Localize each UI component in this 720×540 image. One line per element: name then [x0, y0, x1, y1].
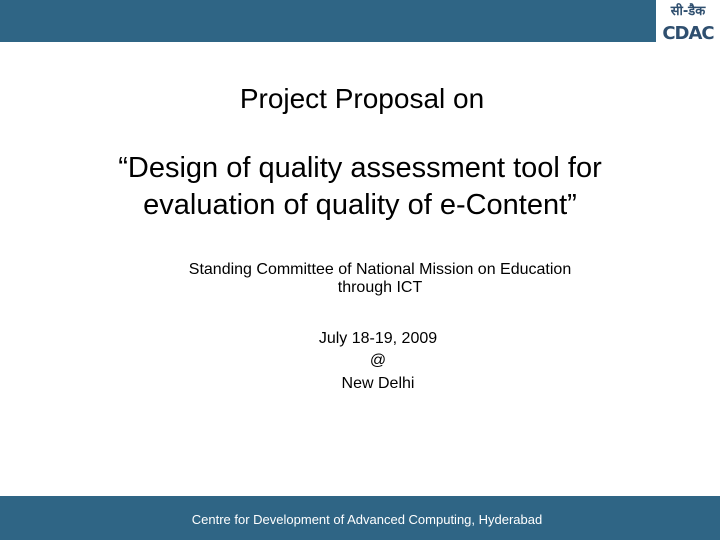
logo-hindi-text: सी-डैक [670, 4, 706, 19]
slide-title [30, 150, 690, 224]
footer-text: Centre for Development of Advanced Computing, Hyderabad [191, 512, 543, 527]
at-symbol: @ [369, 352, 387, 369]
slide-heading [0, 82, 720, 116]
cdac-logo [656, 0, 720, 50]
committee-line-1: Standing Committee of National Mission on Education [188, 261, 572, 278]
title-line-1: “Design of quality assessment tool for [118, 152, 602, 184]
committee-line-2: through ICT [337, 279, 423, 296]
heading-text: Project Proposal on [239, 83, 485, 114]
event-date: July 18-19, 2009 [318, 330, 438, 347]
committee-text [130, 261, 630, 297]
top-banner [0, 0, 720, 42]
logo-text: CDAC [662, 23, 714, 44]
event-place: New Delhi [341, 375, 415, 392]
title-line-2: evaluation of quality of e-Content” [143, 189, 577, 221]
